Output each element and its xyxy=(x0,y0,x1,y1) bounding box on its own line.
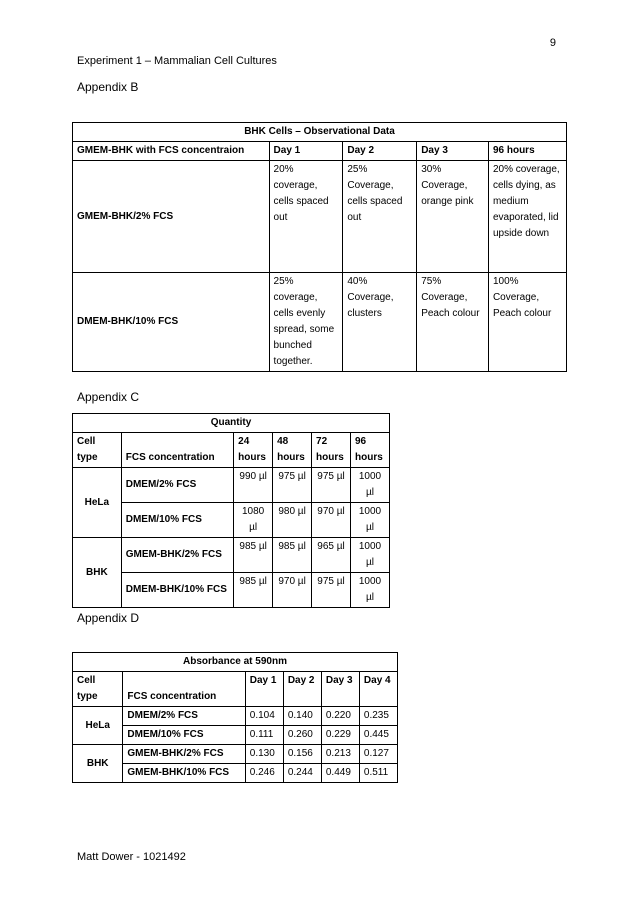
column-header: GMEM-BHK with FCS concentraion xyxy=(73,142,270,161)
fcs-label: DMEM/10% FCS xyxy=(121,503,233,538)
fcs-label: DMEM/10% FCS xyxy=(123,726,245,745)
table-cell: 0.229 xyxy=(321,726,359,745)
fcs-label: DMEM/2% FCS xyxy=(121,468,233,503)
column-header: 24 hours xyxy=(234,433,273,468)
table-cell: 0.104 xyxy=(245,707,283,726)
table-cell: 0.511 xyxy=(359,764,397,783)
column-header: Day 3 xyxy=(321,672,359,707)
table-cell: 20% coverage, cells dying, as medium evaporated, lid upside down xyxy=(488,161,566,273)
table-row xyxy=(73,161,567,273)
fcs-label: DMEM/2% FCS xyxy=(123,707,245,726)
table-cell: 25% Coverage, cells spaced out xyxy=(343,161,417,273)
row-label: GMEM-BHK/2% FCS xyxy=(73,161,270,273)
table-cell: 0.111 xyxy=(245,726,283,745)
table-cell: 0.130 xyxy=(245,745,283,764)
table-cell: 1000 µl xyxy=(351,573,390,608)
column-header: Day 2 xyxy=(343,142,417,161)
cell-type-label: HeLa xyxy=(73,468,122,538)
table-row xyxy=(73,745,398,764)
column-header: 48 hours xyxy=(273,433,312,468)
fcs-label: GMEM-BHK/10% FCS xyxy=(123,764,245,783)
table-cell: 0.260 xyxy=(283,726,321,745)
column-header: Cell type xyxy=(73,672,123,707)
column-header: FCS concentration xyxy=(121,433,233,468)
table-cell: 1080 µl xyxy=(234,503,273,538)
table-cell: 0.140 xyxy=(283,707,321,726)
table-cell: 0.235 xyxy=(359,707,397,726)
appendix-c-heading: Appendix C xyxy=(77,390,140,404)
table-row xyxy=(73,468,390,503)
table-cell: 990 µl xyxy=(234,468,273,503)
column-header: 96 hours xyxy=(488,142,566,161)
table-title: Quantity xyxy=(73,414,390,433)
column-header: FCS concentration xyxy=(123,672,245,707)
table-cell: 985 µl xyxy=(273,538,312,573)
column-header: Day 1 xyxy=(269,142,343,161)
appendix-b-table xyxy=(72,122,567,372)
column-header: Day 3 xyxy=(417,142,489,161)
appendix-d-heading: Appendix D xyxy=(77,611,140,625)
table-cell: 985 µl xyxy=(234,573,273,608)
cell-type-label: HeLa xyxy=(73,707,123,745)
table-cell: 75% Coverage, Peach colour xyxy=(417,273,489,372)
column-header: 72 hours xyxy=(312,433,351,468)
page-number: 9 xyxy=(549,37,556,49)
table-cell: 20% coverage, cells spaced out xyxy=(269,161,343,273)
table-cell: 0.244 xyxy=(283,764,321,783)
cell-type-label: BHK xyxy=(73,745,123,783)
table-cell: 0.220 xyxy=(321,707,359,726)
footer-author: Matt Dower - 1021492 xyxy=(77,851,186,863)
column-header: 96 hours xyxy=(351,433,390,468)
table-cell: 1000 µl xyxy=(351,538,390,573)
table-cell: 1000 µl xyxy=(351,503,390,538)
table-cell: 970 µl xyxy=(312,503,351,538)
table-cell: 30% Coverage, orange pink xyxy=(417,161,489,273)
table-cell: 0.127 xyxy=(359,745,397,764)
table-row xyxy=(73,538,390,573)
column-header: Cell type xyxy=(73,433,122,468)
cell-type-label: BHK xyxy=(73,538,122,608)
table-cell: 25% coverage, cells evenly spread, some bunched together. xyxy=(269,273,343,372)
table-cell: 0.449 xyxy=(321,764,359,783)
row-label: DMEM-BHK/10% FCS xyxy=(73,273,270,372)
table-cell: 40% Coverage, clusters xyxy=(343,273,417,372)
column-header: Day 1 xyxy=(245,672,283,707)
fcs-label: GMEM-BHK/2% FCS xyxy=(121,538,233,573)
table-cell: 1000 µl xyxy=(351,468,390,503)
fcs-label: GMEM-BHK/2% FCS xyxy=(123,745,245,764)
table-cell: 975 µl xyxy=(312,468,351,503)
table-cell: 100% Coverage, Peach colour xyxy=(488,273,566,372)
table-row xyxy=(73,273,567,372)
fcs-label: DMEM-BHK/10% FCS xyxy=(121,573,233,608)
appendix-d-table xyxy=(72,652,398,783)
column-header: Day 4 xyxy=(359,672,397,707)
table-cell: 0.445 xyxy=(359,726,397,745)
table-row xyxy=(73,707,398,726)
appendix-b-heading: Appendix B xyxy=(77,80,139,94)
table-title: Absorbance at 590nm xyxy=(73,653,398,672)
table-cell: 970 µl xyxy=(273,573,312,608)
table-cell: 975 µl xyxy=(312,573,351,608)
appendix-c-table xyxy=(72,413,390,608)
table-title: BHK Cells – Observational Data xyxy=(73,123,567,142)
document-header: Experiment 1 – Mammalian Cell Cultures xyxy=(77,55,277,67)
table-cell: 0.213 xyxy=(321,745,359,764)
table-cell: 980 µl xyxy=(273,503,312,538)
table-cell: 975 µl xyxy=(273,468,312,503)
table-cell: 965 µl xyxy=(312,538,351,573)
table-cell: 0.156 xyxy=(283,745,321,764)
column-header: Day 2 xyxy=(283,672,321,707)
table-cell: 0.246 xyxy=(245,764,283,783)
table-cell: 985 µl xyxy=(234,538,273,573)
